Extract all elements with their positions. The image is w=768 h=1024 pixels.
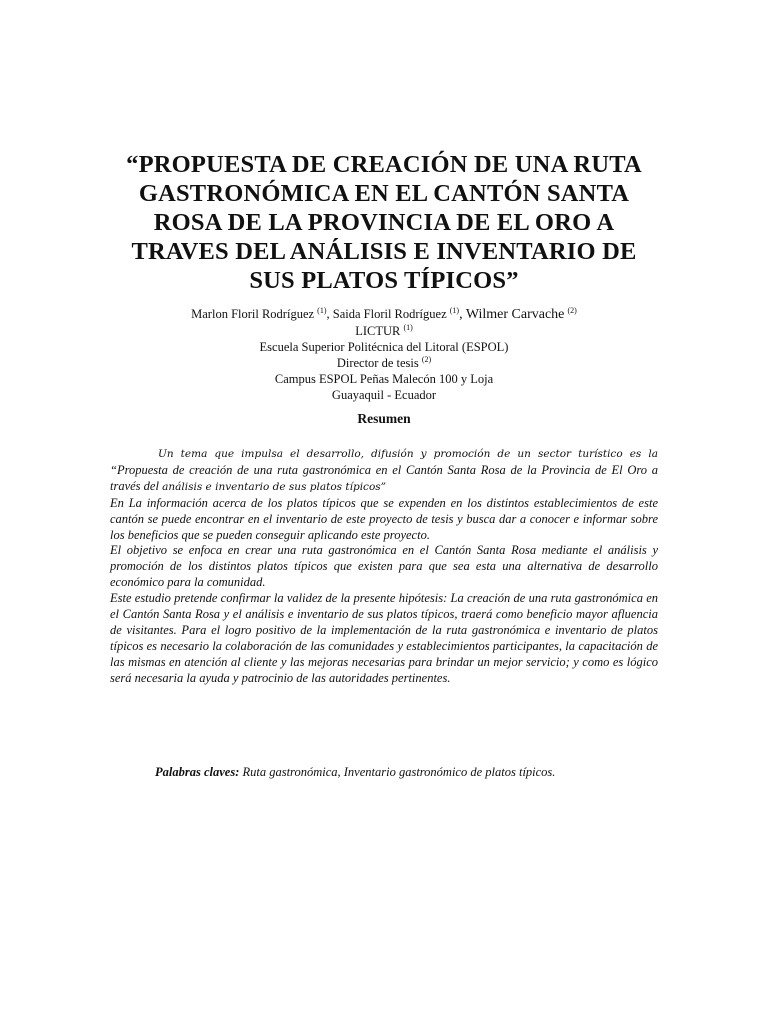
title-line: ROSA DE LA PROVINCIA DE EL ORO A — [153, 209, 615, 236]
abstract-paragraph — [110, 446, 658, 496]
abstract-heading: Resumen — [357, 411, 411, 426]
affiliation-marker: (1) — [449, 306, 460, 315]
title-line: SUS PLATOS TÍPICOS” — [249, 267, 519, 294]
affiliation-marker: (2) — [421, 355, 432, 364]
city-line: Guayaquil - Ecuador — [331, 388, 437, 402]
role-line — [110, 355, 658, 371]
abstract-quote-end: análisis e inventario de sus platos típicos” — [162, 480, 387, 493]
author-block — [110, 306, 658, 403]
keywords-text: Ruta gastronómica, Inventario gastronómico de platos típicos. — [239, 765, 556, 779]
role-name: Director de tesis — [336, 356, 419, 370]
author-separator: , — [459, 307, 466, 322]
keywords-line — [155, 764, 655, 780]
abstract-paragraph: El objetivo se enfoca en crear una ruta gastronómica en el Cantón Santa Rosa mediante el análisis y promoción de los distintos platos típicos que existen para que sea esta una alternativa de desarrollo económico para la comunidad. — [110, 543, 658, 590]
abstract-intro-text: Un tema que impulsa el desarrollo, difusión y promoción de un sector turístico es la — [158, 448, 658, 460]
paper-title — [90, 150, 678, 295]
author-name: Marlon Floril Rodríguez — [191, 307, 315, 321]
affiliation-marker: (1) — [403, 323, 413, 332]
abstract-paragraph: En La información acerca de los platos típicos que se expenden en los distintos establecimientos de este cantón se puede encontrar en el inventario de este proyecto de tesis y busca dar a conocer e informar sobre los beneficios que se pueden conseguir aplicando este proyecto. — [110, 495, 658, 542]
affiliation-marker: (2) — [567, 306, 577, 315]
title-line: TRAVES DEL ANÁLISIS E INVENTARIO DE — [131, 238, 637, 265]
address-line: Campus ESPOL Peñas Malecón 100 y Loja — [274, 372, 494, 386]
abstract-quote-text: “Propuesta de creación de una ruta gastronómica en el Cantón Santa Rosa de la Provincia de El Oro a través del — [110, 462, 658, 493]
keywords-label: Palabras claves: — [155, 765, 240, 779]
affiliation-name: LICTUR — [355, 324, 401, 338]
abstract-body — [110, 446, 658, 687]
author-separator: , — [326, 307, 333, 321]
title-line: “PROPUESTA DE CREACIÓN DE UNA RUTA — [126, 151, 642, 178]
author-name: Saida Floril Rodríguez — [332, 307, 447, 321]
abstract-paragraph: Este estudio pretende confirmar la validez de la presente hipótesis: La creación de una ruta gastronómica en el Cantón Santa Rosa y el análisis e inventario de sus platos típicos, traerá como beneficio mayor afluencia de visitantes. Para el logro positivo de la implementación de la ruta gastronómica e inventario de platos típicos es necesario la colaboración de las comunidades y establecimientos participantes, la capacitación de las mismas en atención al cliente y las mejoras necesarias para brindar un mejor servicio; y como es lógico será necesaria la ayuda y patrocinio de las autoridades pertinentes. — [110, 591, 658, 685]
author-list — [110, 306, 658, 323]
affiliation-marker: (1) — [317, 306, 327, 315]
institution-line: Escuela Superior Politécnica del Litoral (ESPOL) — [259, 340, 509, 354]
affiliation-line — [110, 323, 658, 339]
title-line: GASTRONÓMICA EN EL CANTÓN SANTA — [138, 180, 630, 207]
author-name: Wilmer Carvache — [465, 307, 565, 322]
